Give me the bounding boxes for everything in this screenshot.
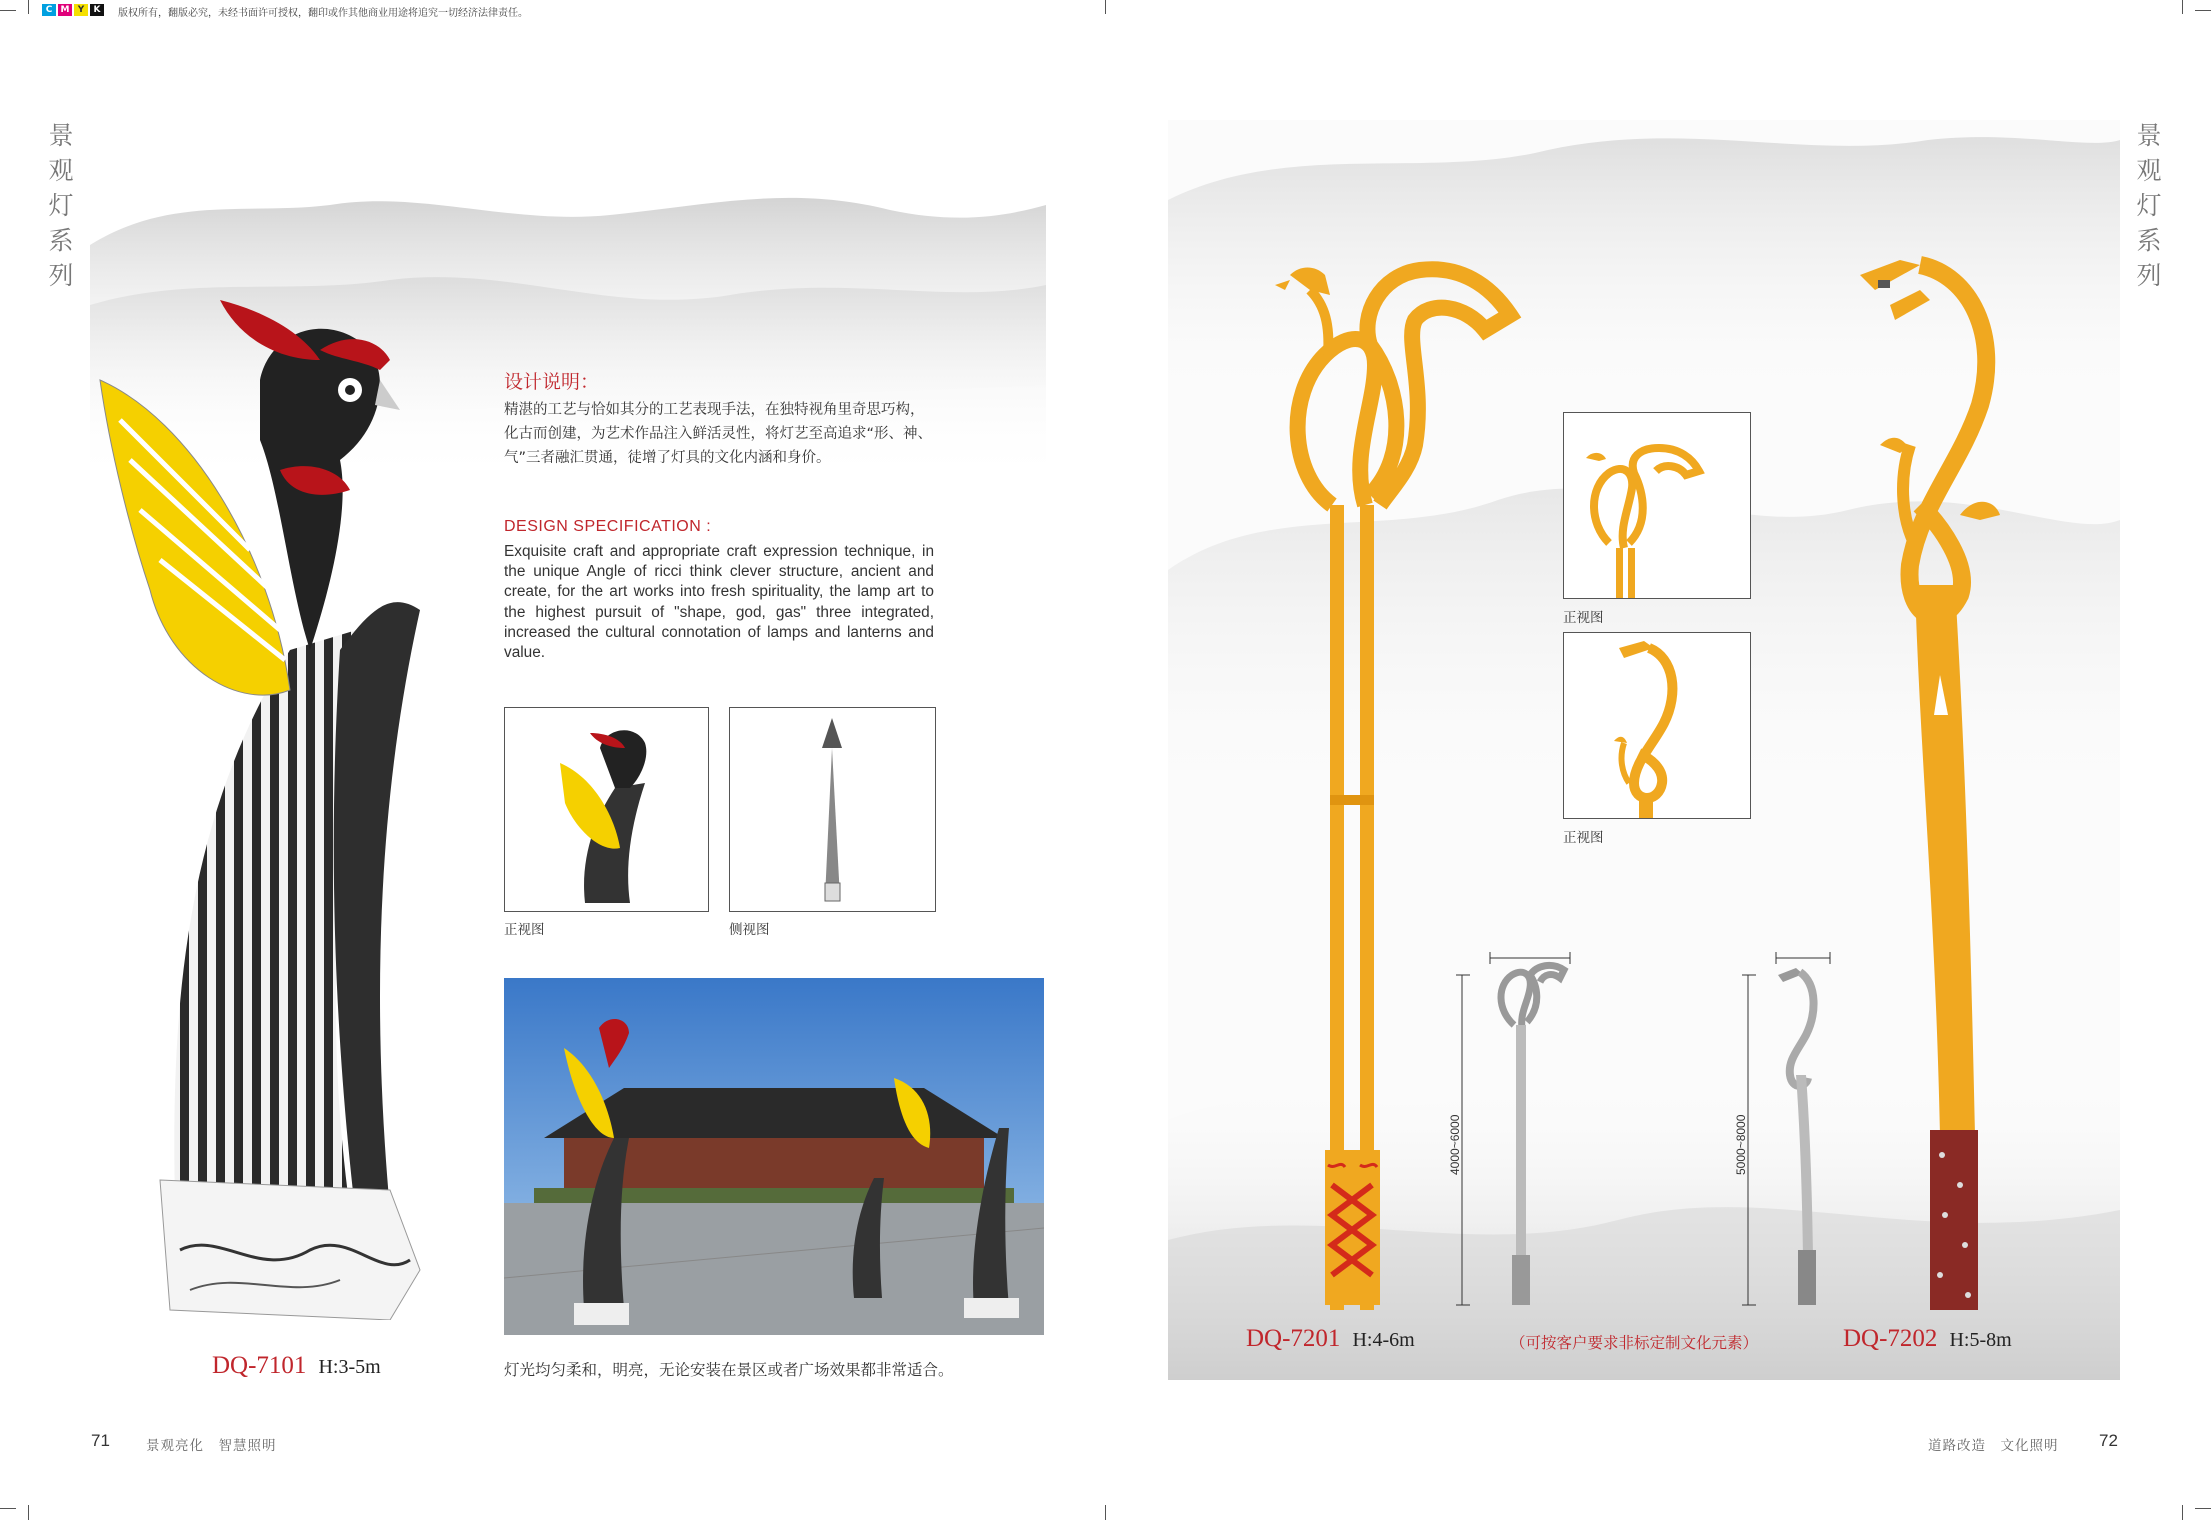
model-height: H:5-8m	[1949, 1329, 2012, 1351]
cmyk-c: C	[42, 4, 56, 16]
page-number-right: 72	[2099, 1431, 2118, 1450]
side-title-char: 景	[2136, 121, 2162, 150]
crop-mark	[0, 10, 16, 11]
dq7202-lamp-image	[1860, 255, 2060, 1310]
left-side-title	[46, 118, 76, 293]
dq7101-phoenix-lamp-image	[90, 290, 470, 1320]
dq7201-front-view-caption: 正视图	[1563, 610, 1604, 626]
crop-mark	[2195, 10, 2211, 11]
copyright-notice: 版权所有，翻版必究，未经书面许可授权，翻印或作其他商业用途将追究一切经济法律责任。	[118, 8, 528, 19]
side-title-char: 系	[2136, 226, 2162, 255]
footer-text-right: 道路改造 文化照明	[1928, 1438, 2059, 1454]
page-number-left: 71	[91, 1431, 110, 1450]
front-view-thumbnail	[504, 707, 709, 912]
side-view-thumbnail	[729, 707, 936, 912]
design-text-en: Exquisite craft and appropriate craft expression technique, in the unique Angle of ricci think clever structure, ancient and create, for the art works into fresh spirituality, the lamp art to the highest pursuit of "shape, god, gas" three integrated, increased the cultural connotation of lamps and lanterns and value.	[504, 543, 934, 662]
side-title-char: 灯	[2136, 191, 2162, 220]
crop-mark	[1105, 0, 1106, 14]
crop-mark	[1105, 1505, 1106, 1520]
design-heading-cn: 设计说明：	[504, 371, 600, 393]
side-title-char: 系	[48, 226, 74, 255]
model-dq7101	[212, 1352, 381, 1380]
crop-mark	[28, 0, 29, 14]
dq7202-front-view-thumbnail	[1563, 632, 1751, 819]
cmyk-m: M	[58, 4, 72, 16]
customization-note: （可按客户要求非标定制文化元素）	[1510, 1334, 1759, 1352]
crop-mark	[2182, 0, 2183, 14]
model-code: DQ-7201	[1246, 1325, 1341, 1352]
cmyk-k: K	[90, 4, 104, 16]
dq7201-dimension-label: 4000~6000	[1448, 1114, 1462, 1175]
crop-mark	[2182, 1505, 2183, 1520]
side-view-image	[730, 708, 935, 911]
dq7201-front-view-image	[1564, 413, 1750, 598]
model-dq7202	[1843, 1325, 2012, 1353]
dq7202-dimension-label: 5000~8000	[1734, 1114, 1748, 1175]
side-title-char: 观	[2136, 156, 2162, 185]
dq7202-front-view-caption: 正视图	[1563, 830, 1604, 846]
side-title-char: 灯	[48, 191, 74, 220]
crop-mark	[2195, 1508, 2211, 1509]
right-side-title	[2134, 118, 2164, 293]
dq7202-front-view-image	[1564, 633, 1750, 818]
model-dq7201	[1246, 1325, 1415, 1353]
installation-caption: 灯光均匀柔和，明亮，无论安装在景区或者广场效果都非常适合。	[504, 1361, 954, 1379]
model-code: DQ-7101	[212, 1352, 307, 1379]
front-view-caption: 正视图	[504, 922, 545, 938]
footer-text-left: 景观亮化 智慧照明	[146, 1438, 277, 1454]
side-title-char: 景	[48, 121, 74, 150]
side-view-caption: 侧视图	[729, 922, 770, 938]
crop-mark	[0, 1508, 16, 1509]
design-text-cn: 精湛的工艺与恰如其分的工艺表现手法，在独特视角里奇思巧构，化古而创建，为艺术作品注入鲜活灵性，将灯艺至高追求“形、神、气”三者融汇贯通，徒增了灯具的文化内涵和身价。	[504, 402, 933, 466]
dq7201-dimension-diagram	[1452, 950, 1582, 1310]
side-title-char: 观	[48, 156, 74, 185]
dq7201-front-view-thumbnail	[1563, 412, 1751, 599]
installation-scene-photo	[504, 978, 1044, 1335]
cmyk-y: Y	[74, 4, 88, 16]
cmyk-color-bar	[42, 4, 104, 16]
model-code: DQ-7202	[1843, 1325, 1938, 1352]
front-view-image	[505, 708, 708, 911]
design-heading-en: DESIGN SPECIFICATION :	[504, 518, 712, 535]
crop-mark	[28, 1505, 29, 1520]
dq7202-dimension-diagram	[1738, 950, 1848, 1310]
model-height: H:4-6m	[1352, 1329, 1415, 1351]
model-height: H:3-5m	[318, 1356, 381, 1378]
side-title-char: 列	[2136, 261, 2162, 290]
side-title-char: 列	[48, 261, 74, 290]
